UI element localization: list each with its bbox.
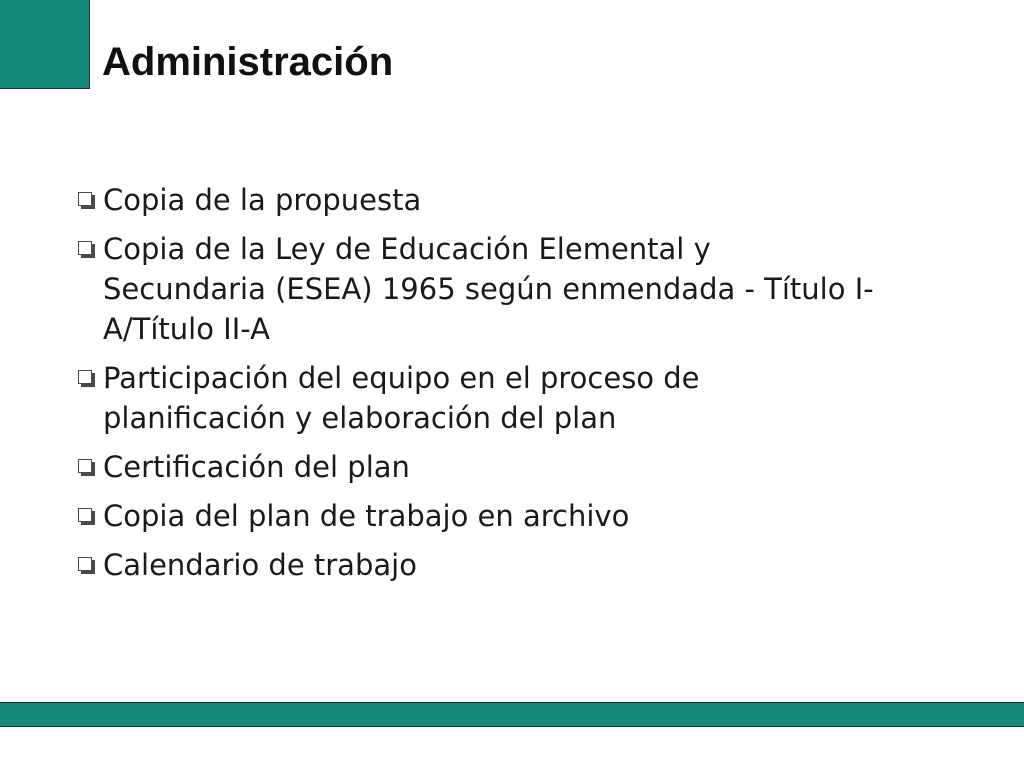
bullet-text: Copia del plan de trabajo en archivo xyxy=(103,499,630,533)
bullet-item xyxy=(78,180,878,220)
corner-accent-square xyxy=(0,0,90,89)
bottom-accent-bar xyxy=(0,702,1024,727)
square-checkbox-icon xyxy=(78,508,92,522)
square-checkbox-icon xyxy=(78,370,92,384)
bullet-item xyxy=(78,229,878,349)
bullet-item xyxy=(78,496,878,536)
square-checkbox-icon xyxy=(78,459,92,473)
bullet-text: Copia de la propuesta xyxy=(103,183,422,217)
square-checkbox-icon xyxy=(78,241,92,255)
bullet-text: Certificación del plan xyxy=(103,450,410,484)
bullet-item xyxy=(78,447,878,487)
bullet-text: Copia de la Ley de Educación Elemental y Secundaria (ESEA) 1965 según enmendada - Título I-A/Título II-A xyxy=(103,232,874,346)
bullet-text: Participación del equipo en el proceso de planificación y elaboración del plan xyxy=(103,361,700,435)
bullet-list xyxy=(78,180,878,594)
square-checkbox-icon xyxy=(78,557,92,571)
bullet-item xyxy=(78,358,878,438)
bullet-item xyxy=(78,545,878,585)
slide-title: Administración xyxy=(102,40,394,84)
bullet-text: Calendario de trabajo xyxy=(103,548,417,582)
square-checkbox-icon xyxy=(78,192,92,206)
